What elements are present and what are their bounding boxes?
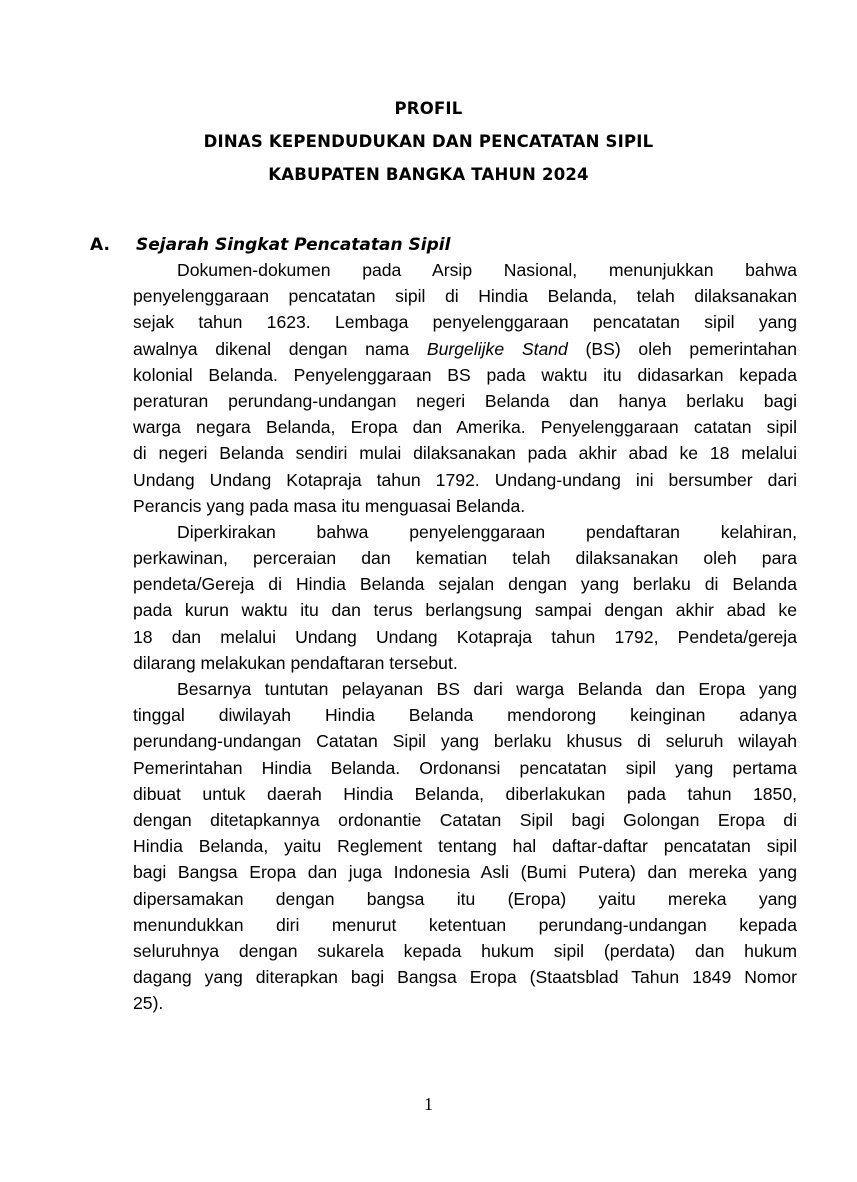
document-title xyxy=(0,92,857,191)
text-line: peraturan perundang-undangan negeri Belanda dan hanya berlaku bagi xyxy=(133,390,797,411)
title-line-agency: DINAS KEPENDUDUKAN DAN PENCATATAN SIPIL xyxy=(203,132,654,151)
text-line: Perancis yang pada masa itu menguasai Belanda. xyxy=(133,495,526,516)
text-line: bagi Bangsa Eropa dan juga Indonesia Asli (Bumi Putera) dan mereka yang xyxy=(133,862,797,883)
title-line-profil: PROFIL xyxy=(394,99,463,118)
text-line: di negeri Belanda sendiri mulai dilaksanakan pada akhir abad ke 18 melalui xyxy=(133,443,797,464)
body-text xyxy=(133,257,797,1016)
text-line: 25). xyxy=(133,993,164,1014)
italic-term: Burgelijke Stand xyxy=(426,338,568,359)
text-line: warga negara Belanda, Eropa dan Amerika. Penyelenggaraan catatan sipil xyxy=(133,417,797,438)
section-letter: A. xyxy=(90,235,110,255)
text-line: sejak tahun 1623. Lembaga penyelenggaraan pencatatan sipil yang xyxy=(133,312,797,333)
text-line: dagang yang diterapkan bagi Bangsa Eropa (Staatsblad Tahun 1849 Nomor xyxy=(133,967,797,988)
text-line: perundang-undangan Catatan Sipil yang berlaku khusus di seluruh wilayah xyxy=(133,731,797,752)
paragraph xyxy=(133,519,797,676)
section-title: Sejarah Singkat Pencatatan Sipil xyxy=(136,235,451,255)
paragraph xyxy=(133,676,797,1016)
section-heading xyxy=(90,231,450,259)
page-number: 1 xyxy=(424,1094,433,1114)
text-run: (BS) oleh pemerintahan xyxy=(567,338,797,359)
paragraph xyxy=(133,257,797,519)
text-line: penyelenggaraan pencatatan sipil di Hindia Belanda, telah dilaksanakan xyxy=(133,286,797,307)
text-line: seluruhnya dengan sukarela kepada hukum sipil (perdata) dan hukum xyxy=(133,940,797,961)
text-line: tinggal diwilayah Hindia Belanda mendorong keinginan adanya xyxy=(133,705,797,726)
text-line: Pemerintahan Hindia Belanda. Ordonansi pencatatan sipil yang pertama xyxy=(133,757,797,778)
text-line: menundukkan diri menurut ketentuan perundang-undangan kepada xyxy=(133,914,797,935)
text-line: pada kurun waktu itu dan terus berlangsung sampai dengan akhir abad ke xyxy=(133,600,797,621)
text-line: pendeta/Gereja di Hindia Belanda sejalan dengan yang berlaku di Belanda xyxy=(133,574,797,595)
text-line: dibuat untuk daerah Hindia Belanda, diberlakukan pada tahun 1850, xyxy=(133,783,797,804)
text-line: Hindia Belanda, yaitu Reglement tentang hal daftar-daftar pencatatan sipil xyxy=(133,836,797,857)
text-line xyxy=(133,336,797,362)
text-line: dilarang melakukan pendaftaran tersebut. xyxy=(133,652,458,673)
text-line: Undang Undang Kotapraja tahun 1792. Undang-undang ini bersumber dari xyxy=(133,469,797,490)
title-line-region-year: KABUPATEN BANGKA TAHUN 2024 xyxy=(268,165,589,184)
text-line: kolonial Belanda. Penyelenggaraan BS pada waktu itu didasarkan kepada xyxy=(133,364,797,385)
text-line: Besarnya tuntutan pelayanan BS dari warga Belanda dan Eropa yang xyxy=(177,679,797,699)
text-line: 18 dan melalui Undang Undang Kotapraja tahun 1792, Pendeta/gereja xyxy=(133,626,797,647)
text-line: Dokumen-dokumen pada Arsip Nasional, menunjukkan bahwa xyxy=(177,260,797,280)
text-line: dengan ditetapkannya ordonantie Catatan Sipil bagi Golongan Eropa di xyxy=(133,809,797,830)
text-run: awalnya dikenal dengan nama xyxy=(133,338,427,359)
text-line: dipersamakan dengan bangsa itu (Eropa) yaitu mereka yang xyxy=(133,888,797,909)
text-line: perkawinan, perceraian dan kematian telah dilaksanakan oleh para xyxy=(133,548,797,569)
text-line: Diperkirakan bahwa penyelenggaraan pendaftaran kelahiran, xyxy=(177,521,797,542)
